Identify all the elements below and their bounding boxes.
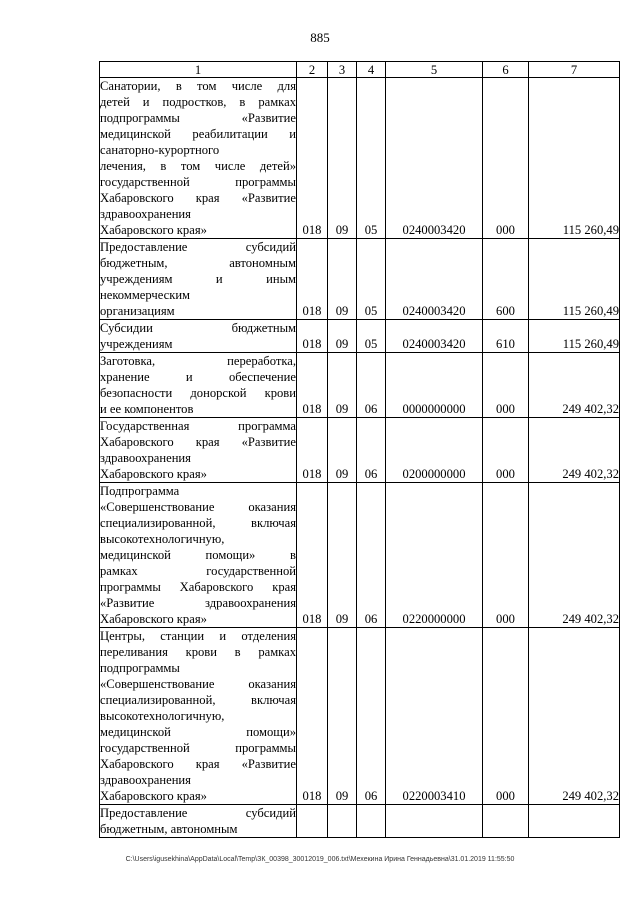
amount-cell: 249 402,32 (529, 483, 620, 628)
expense-name-cell (100, 805, 297, 838)
column-header: 5 (386, 62, 483, 78)
expense-name-line: лечения, в том числе детей» (100, 159, 296, 173)
page-number: 885 (310, 30, 330, 45)
expense-name-line: бюджетным, автономным (100, 822, 238, 836)
column-header: 2 (297, 62, 328, 78)
expense-name-line: Государственная программа (100, 419, 296, 433)
expense-name-line: высокотехнологичную, (100, 532, 225, 546)
section-code-cell: 09 (328, 239, 357, 320)
expense-name-line: высокотехнологичную, (100, 709, 225, 723)
ministry-code-cell: 018 (297, 78, 328, 239)
expense-name-line: бюджетным, автономным (100, 256, 296, 270)
ministry-code-cell: 018 (297, 353, 328, 418)
expense-name-line: безопасности донорской крови (100, 386, 296, 400)
target-item-cell: 0240003420 (386, 320, 483, 353)
subsection-code-cell: 05 (357, 78, 386, 239)
table-row (100, 78, 620, 239)
expense-name-line: некоммерческим (100, 288, 191, 302)
amount-cell: 249 402,32 (529, 628, 620, 805)
expense-name-line: специализированной, включая (100, 693, 296, 707)
expense-name-line: переливания крови в рамках (100, 645, 296, 659)
expense-name-line: подпрограммы «Развитие (100, 111, 296, 125)
expense-name-line: учреждениям (100, 337, 173, 351)
subsection-code-cell: 06 (357, 353, 386, 418)
section-code-cell: 09 (328, 628, 357, 805)
expense-name-line: программы Хабаровского края (100, 580, 296, 594)
table-row (100, 483, 620, 628)
ministry-code-cell: 018 (297, 483, 328, 628)
expense-name-line: и ее компонентов (100, 402, 194, 416)
target-item-cell: 0240003420 (386, 239, 483, 320)
expense-name-line: Хабаровского края «Развитие (100, 191, 296, 205)
target-item-cell: 0200000000 (386, 418, 483, 483)
expense-name-line: Подпрограмма (100, 484, 180, 498)
expense-name-line: санаторно-курортного (100, 143, 220, 157)
expense-name-cell (100, 418, 297, 483)
amount-cell (529, 805, 620, 838)
column-number-row (100, 62, 620, 78)
ministry-code-cell: 018 (297, 320, 328, 353)
expense-name-line: рамках государственной (100, 564, 296, 578)
ministry-code-cell (297, 805, 328, 838)
expense-name-line: «Совершенствование оказания (100, 677, 296, 691)
amount-cell: 115 260,49 (529, 239, 620, 320)
file-path-footer: C:\Users\igusekhina\AppData\Local\Temp\ЗК_00398_30012019_006.txt\Мехекина Ирина Геннадьевна\31.01.2019 11:55:50 (125, 856, 515, 863)
expense-type-cell: 600 (483, 239, 529, 320)
table-row (100, 353, 620, 418)
expense-name-line: детей и подростков, в рамках (100, 95, 296, 109)
amount-cell: 249 402,32 (529, 418, 620, 483)
expense-name-cell (100, 320, 297, 353)
table-row (100, 628, 620, 805)
table-row (100, 418, 620, 483)
expense-name-line: государственной программы (100, 741, 296, 755)
expense-name-line: здравоохранения (100, 451, 191, 465)
section-code-cell: 09 (328, 418, 357, 483)
expense-type-cell: 610 (483, 320, 529, 353)
expense-name-line: здравоохранения (100, 207, 191, 221)
subsection-code-cell (357, 805, 386, 838)
expense-name-line: Хабаровского края» (100, 612, 207, 626)
expense-name-line: специализированной, включая (100, 516, 296, 530)
expense-type-cell: 000 (483, 628, 529, 805)
amount-cell: 115 260,49 (529, 78, 620, 239)
expense-name-cell (100, 239, 297, 320)
expense-name-line: Субсидии бюджетным (100, 321, 296, 335)
subsection-code-cell: 05 (357, 239, 386, 320)
subsection-code-cell: 05 (357, 320, 386, 353)
section-code-cell (328, 805, 357, 838)
section-code-cell: 09 (328, 320, 357, 353)
expense-name-line: Центры, станции и отделения (100, 629, 296, 643)
expense-name-line: здравоохранения (100, 773, 191, 787)
expense-name-cell (100, 353, 297, 418)
column-header: 1 (100, 62, 297, 78)
expense-name-line: учреждениям и иным (100, 272, 296, 286)
target-item-cell (386, 805, 483, 838)
budget-table (99, 61, 620, 838)
section-code-cell: 09 (328, 353, 357, 418)
ministry-code-cell: 018 (297, 418, 328, 483)
expense-name-cell (100, 628, 297, 805)
expense-name-line: Заготовка, переработка, (100, 354, 296, 368)
target-item-cell: 0000000000 (386, 353, 483, 418)
expense-type-cell: 000 (483, 78, 529, 239)
target-item-cell: 0220003410 (386, 628, 483, 805)
target-item-cell: 0220000000 (386, 483, 483, 628)
expense-name-line: государственной программы (100, 175, 296, 189)
expense-name-line: Предоставление субсидий (100, 806, 296, 820)
expense-name-line: Хабаровского края» (100, 789, 207, 803)
expense-name-line: Хабаровского края «Развитие (100, 435, 296, 449)
subsection-code-cell: 06 (357, 628, 386, 805)
expense-type-cell: 000 (483, 353, 529, 418)
expense-name-line: медицинской помощи» (100, 725, 296, 739)
expense-name-line: подпрограммы (100, 661, 180, 675)
section-code-cell: 09 (328, 78, 357, 239)
ministry-code-cell: 018 (297, 628, 328, 805)
column-header: 6 (483, 62, 529, 78)
expense-name-line: Предоставление субсидий (100, 240, 296, 254)
expense-name-line: Хабаровского края» (100, 223, 207, 237)
expense-name-line: Хабаровского края «Развитие (100, 757, 296, 771)
expense-name-line: медицинской реабилитации и (100, 127, 296, 141)
table-row (100, 320, 620, 353)
subsection-code-cell: 06 (357, 418, 386, 483)
expense-type-cell (483, 805, 529, 838)
column-header: 7 (529, 62, 620, 78)
expense-name-line: «Развитие здравоохранения (100, 596, 296, 610)
ministry-code-cell: 018 (297, 239, 328, 320)
amount-cell: 249 402,32 (529, 353, 620, 418)
expense-name-line: Хабаровского края» (100, 467, 207, 481)
target-item-cell: 0240003420 (386, 78, 483, 239)
expense-name-line: медицинской помощи» в (100, 548, 296, 562)
table-row (100, 805, 620, 838)
expense-name-cell (100, 483, 297, 628)
expense-name-line: «Совершенствование оказания (100, 500, 296, 514)
expense-type-cell: 000 (483, 483, 529, 628)
column-header: 3 (328, 62, 357, 78)
expense-name-line: организациям (100, 304, 175, 318)
subsection-code-cell: 06 (357, 483, 386, 628)
table-row (100, 239, 620, 320)
column-header: 4 (357, 62, 386, 78)
expense-type-cell: 000 (483, 418, 529, 483)
expense-name-line: хранение и обеспечение (100, 370, 296, 384)
section-code-cell: 09 (328, 483, 357, 628)
amount-cell: 115 260,49 (529, 320, 620, 353)
expense-name-cell (100, 78, 297, 239)
expense-name-line: Санатории, в том числе для (100, 79, 296, 93)
